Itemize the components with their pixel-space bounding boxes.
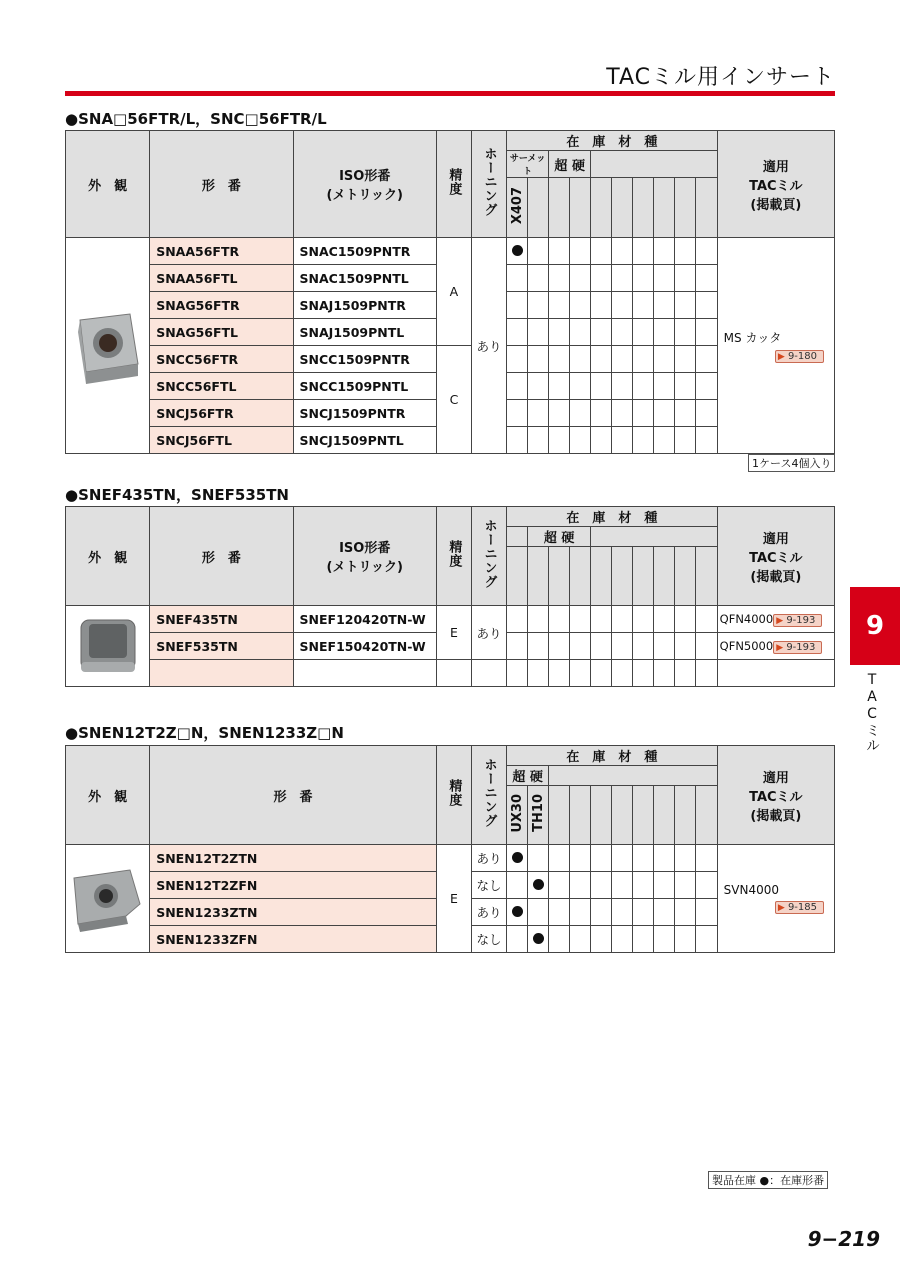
header-apply: 適用 TACミル (掲載頁) — [717, 507, 834, 606]
apply-cell: QFN5000 ▶ 9-193 — [717, 633, 834, 660]
model-cell: SNEN12T2ZTN — [150, 845, 437, 872]
stock-dot — [533, 879, 544, 890]
header-accuracy: 精度 — [446, 540, 462, 568]
apply-cutter: SVN4000 — [723, 883, 779, 897]
iso-cell: SNCJ1509PNTR — [293, 400, 436, 427]
header-carbide: 超 硬 — [528, 527, 591, 547]
honing-cell: あり — [471, 606, 506, 660]
page-ref-link[interactable]: ▶ 9-193 — [773, 641, 822, 654]
honing-cell: なし — [471, 872, 506, 899]
header-cermet: サーメット — [507, 151, 549, 178]
iso-cell: SNAJ1509PNTR — [293, 292, 436, 319]
header-carbide: 超 硬 — [507, 766, 549, 786]
section-title-sna: ●SNA□56FTR/L，SNC□56FTR/L — [65, 110, 327, 128]
accuracy-cell: E — [436, 606, 471, 660]
insert-sna-image — [72, 306, 144, 386]
insert-snen-image — [70, 864, 146, 934]
header-accuracy: 精度 — [446, 168, 462, 196]
accuracy-cell: A — [436, 238, 471, 346]
page-ref-link[interactable]: ▶ 9-193 — [773, 614, 822, 627]
chapter-tab[interactable]: 9 — [850, 587, 900, 665]
honing-cell: なし — [471, 926, 506, 953]
apply-cutter: MS カッタ — [723, 330, 782, 345]
header-stock: 在 庫 材 種 — [507, 131, 718, 151]
insert-snef-image — [75, 614, 141, 678]
header-apply: 適用 TACミル (掲載頁) — [717, 746, 834, 845]
insert-image-cell — [66, 606, 150, 687]
model-cell: SNAA56FTR — [150, 238, 293, 265]
header-honing: ホーニング — [481, 519, 497, 589]
header-honing: ホーニング — [481, 147, 497, 217]
header-accuracy: 精度 — [446, 779, 462, 807]
header-model: 形 番 — [150, 131, 293, 238]
model-cell: SNEF535TN — [150, 633, 293, 660]
title-rule — [65, 91, 835, 96]
iso-cell: SNAC1509PNTR — [293, 238, 436, 265]
grade-ux30: UX30 — [509, 793, 525, 833]
iso-cell: SNCJ1509PNTL — [293, 427, 436, 454]
iso-cell: SNCC1509PNTL — [293, 373, 436, 400]
accuracy-cell: E — [436, 845, 471, 953]
table-row — [66, 660, 835, 687]
model-cell: SNCJ56FTL — [150, 427, 293, 454]
header-appearance: 外 観 — [66, 507, 150, 606]
header-model: 形 番 — [150, 746, 437, 845]
header-model: 形 番 — [150, 507, 293, 606]
stock-dot — [512, 245, 523, 256]
header-iso: ISO形番 (メトリック) — [293, 507, 436, 606]
model-cell: SNAA56FTL — [150, 265, 293, 292]
header-stock: 在 庫 材 種 — [507, 507, 718, 527]
iso-cell: SNCC1509PNTR — [293, 346, 436, 373]
header-carbide: 超 硬 — [549, 151, 591, 178]
model-cell: SNAG56FTR — [150, 292, 293, 319]
case-note: 1ケース4個入り — [748, 454, 835, 472]
apply-cell — [717, 845, 834, 953]
header-appearance: 外 観 — [66, 131, 150, 238]
table-row — [66, 606, 835, 633]
section-title-snen: ●SNEN12T2Z□N，SNEN1233Z□N — [65, 724, 344, 742]
table-snen — [65, 745, 835, 953]
insert-image-cell — [66, 238, 150, 454]
page-title: TACミル用インサート — [606, 65, 835, 90]
accuracy-cell: C — [436, 346, 471, 454]
model-cell: SNEF435TN — [150, 606, 293, 633]
model-cell: SNEN1233ZTN — [150, 899, 437, 926]
honing-cell: あり — [471, 845, 506, 872]
model-cell: SNEN12T2ZFN — [150, 872, 437, 899]
table-sna — [65, 130, 835, 454]
grade-th10: TH10 — [530, 794, 546, 832]
header-honing: ホーニング — [481, 758, 497, 828]
table-snef — [65, 506, 835, 687]
chapter-label: TACミル — [864, 672, 880, 753]
apply-cell: QFN4000 ▶ 9-193 — [717, 606, 834, 633]
stock-dot — [533, 933, 544, 944]
stock-legend: 製品在庫 ●：在庫形番 — [708, 1171, 828, 1189]
page-number: 9−219 — [807, 1227, 880, 1251]
honing-cell: あり — [471, 899, 506, 926]
iso-cell: SNEF150420TN-W — [293, 633, 436, 660]
model-cell: SNCC56FTL — [150, 373, 293, 400]
section-title-snef: ●SNEF435TN，SNEF535TN — [65, 486, 289, 504]
page-ref-link[interactable]: ▶ 9-185 — [775, 901, 824, 914]
iso-cell: SNAJ1509PNTL — [293, 319, 436, 346]
header-stock: 在 庫 材 種 — [507, 746, 718, 766]
table-row — [66, 845, 835, 872]
stock-dot — [512, 906, 523, 917]
stock-dot — [512, 852, 523, 863]
header-appearance: 外 観 — [66, 746, 150, 845]
page-ref-link[interactable]: ▶ 9-180 — [775, 350, 824, 363]
grade-x407: X407 — [509, 186, 525, 225]
header-apply: 適用 TACミル (掲載頁) — [717, 131, 834, 238]
model-cell: SNAG56FTL — [150, 319, 293, 346]
header-iso: ISO形番 (メトリック) — [293, 131, 436, 238]
model-cell: SNCJ56FTR — [150, 400, 293, 427]
honing-cell: あり — [471, 238, 506, 454]
model-cell: SNCC56FTR — [150, 346, 293, 373]
apply-cell — [717, 238, 834, 454]
table-row — [66, 238, 835, 265]
insert-image-cell — [66, 845, 150, 953]
iso-cell: SNAC1509PNTL — [293, 265, 436, 292]
iso-cell: SNEF120420TN-W — [293, 606, 436, 633]
model-cell: SNEN1233ZFN — [150, 926, 437, 953]
